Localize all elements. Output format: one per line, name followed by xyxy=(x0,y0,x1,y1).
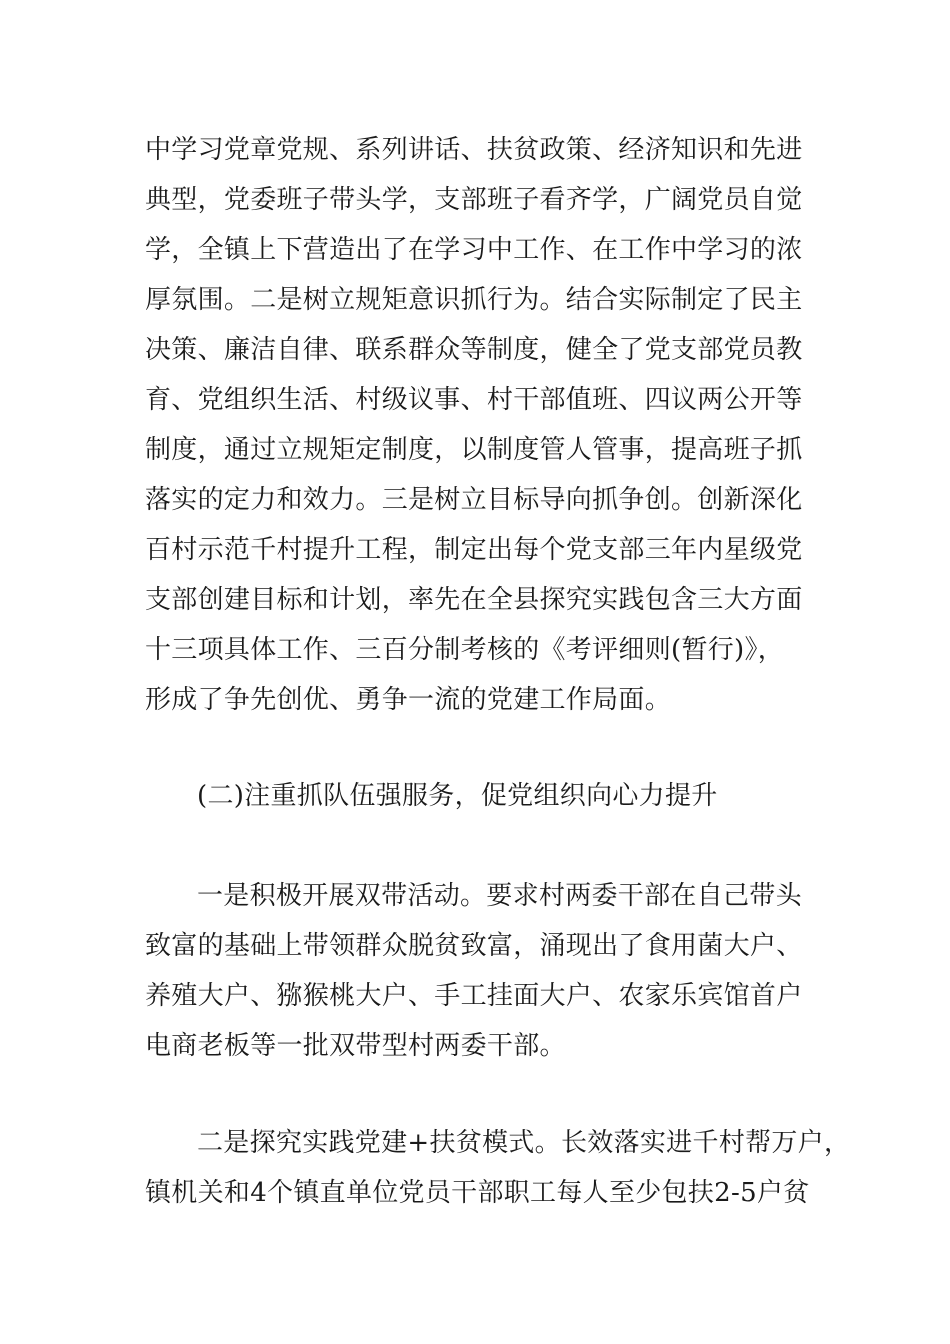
text-line: 一是积极开展双带活动。要求村两委干部在自己带头 xyxy=(197,881,802,911)
text-line: 中学习党章党规、系列讲话、扶贫政策、经济知识和先进 xyxy=(145,135,803,165)
paragraph xyxy=(145,1118,851,1218)
paragraph xyxy=(145,125,830,725)
text-line: 电商老板等一批双带型村两委干部。 xyxy=(145,1031,566,1061)
text-line: 十三项具体工作、三百分制考核的《考评细则(暂行)》， xyxy=(145,635,785,665)
text-line: 育、党组织生活、村级议事、村干部值班、四议两公开等 xyxy=(145,385,803,415)
text-line: 致富的基础上带领群众脱贫致富，涌现出了食用菌大户、 xyxy=(145,931,803,961)
text-line: 养殖大户、猕猴桃大户、手工挂面大户、农家乐宾馆首户 xyxy=(145,981,803,1011)
text-line: 落实的定力和效力。三是树立目标导向抓争创。创新深化 xyxy=(145,485,803,515)
paragraph xyxy=(145,871,830,1071)
section-heading xyxy=(145,771,830,821)
text-line: 二是探究实践党建+扶贫模式。长效落实进千村帮万户， xyxy=(197,1128,851,1158)
text-line: 厚氛围。二是树立规矩意识抓行为。结合实际制定了民主 xyxy=(145,285,803,315)
text-line: 制度，通过立规矩定制度，以制度管人管事，提高班子抓 xyxy=(145,435,803,465)
text-line: 百村示范千村提升工程，制定出每个党支部三年内星级党 xyxy=(145,535,803,565)
text-line: 决策、廉洁自律、联系群众等制度，健全了党支部党员教 xyxy=(145,335,803,365)
text-line: 支部创建目标和计划，率先在全县探究实践包含三大方面 xyxy=(145,585,803,615)
text-line: 学，全镇上下营造出了在学习中工作、在工作中学习的浓 xyxy=(145,235,803,265)
text-line: 形成了争先创优、勇争一流的党建工作局面。 xyxy=(145,685,672,715)
section-heading-text: (二)注重抓队伍强服务，促党组织向心力提升 xyxy=(197,781,718,811)
text-line: 典型，党委班子带头学，支部班子看齐学，广阔党员自觉 xyxy=(145,185,803,215)
text-line: 镇机关和4个镇直单位党员干部职工每人至少包扶2-5户贫 xyxy=(145,1178,810,1208)
